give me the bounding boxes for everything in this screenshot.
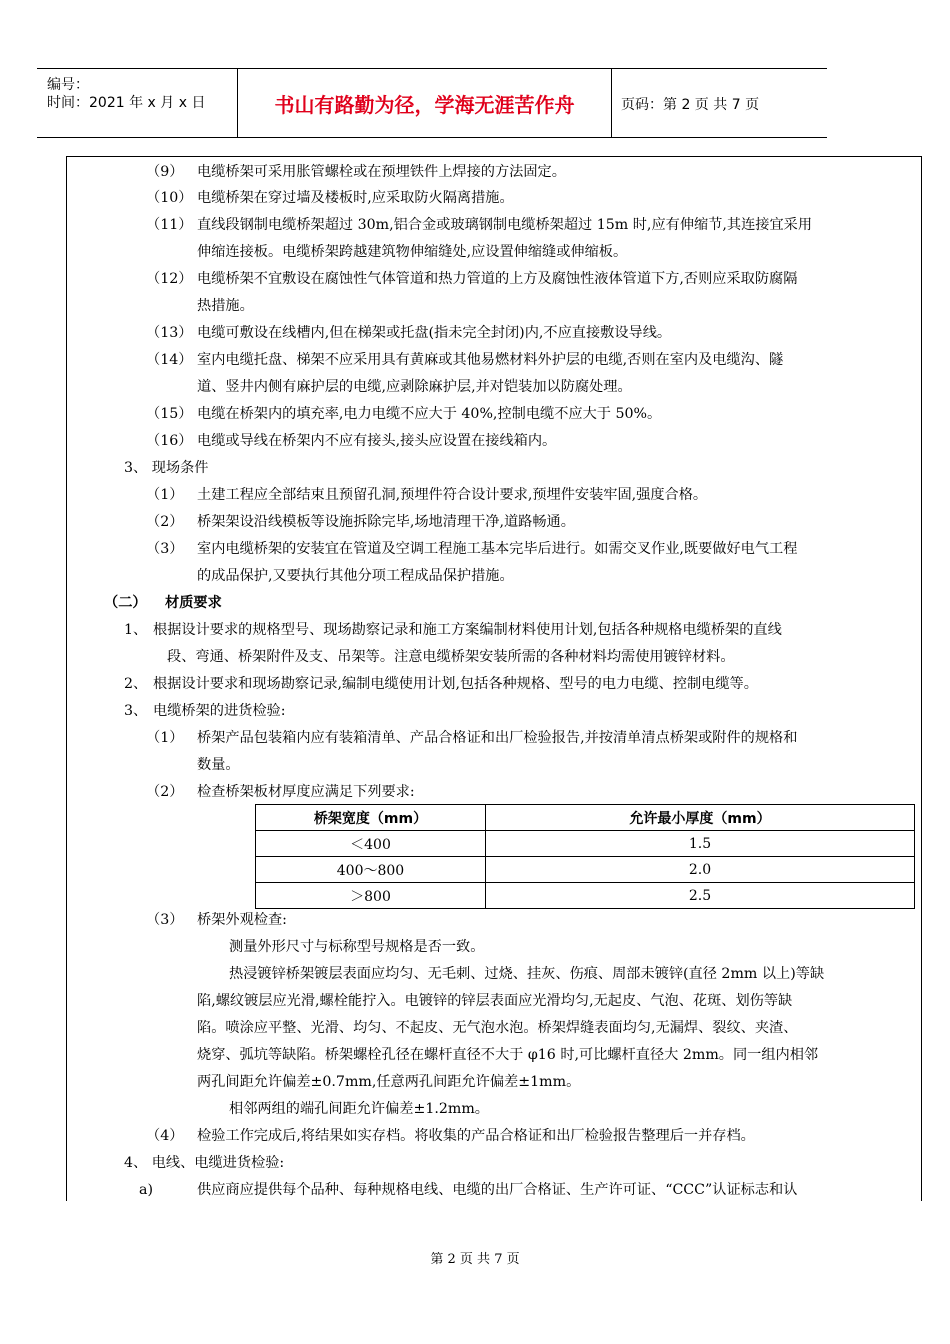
table-header-cell: 桥架宽度（mm） [256, 805, 486, 831]
list-item-text: 桥架架设沿线模板等设施拆除完毕,场地清理干净,道路畅通。 [197, 514, 575, 530]
list-item-text: 桥架产品包装箱内应有装箱清单、产品合格证和出厂检验报告,并按清单清点桥架或附件的规格和 [197, 730, 798, 746]
section-heading: 4、 电线、电缆进货检验: [124, 1155, 285, 1171]
list-item-number: （12） [146, 271, 193, 287]
list-item-number: （3） [146, 912, 184, 928]
list-item-number: 2、 [124, 676, 148, 692]
table-row [256, 831, 915, 857]
table-cell: 2.5 [486, 883, 915, 909]
header-motto: 书山有路勤为径，学海无涯苦作舟 [274, 92, 575, 117]
table-cell: 2.0 [486, 857, 915, 883]
list-item-number: （2） [146, 514, 184, 530]
list-item-text: 桥架外观检查: [197, 912, 287, 928]
paragraph-text: 测量外形尺寸与标称型号规格是否一致。 [229, 939, 485, 955]
list-item-number: （11） [146, 217, 193, 233]
list-item-text: 检查桥架板材厚度应满足下列要求: [197, 784, 415, 800]
page-footer: 第 2 页 共 7 页 [430, 1252, 520, 1267]
doc-number-label: 编号： [47, 77, 89, 93]
list-item-text: 室内电缆桥架的安装宜在管道及空调工程施工基本完毕后进行。如需交叉作业,既要做好电气工程 [197, 541, 798, 557]
list-item-text: 电缆在桥架内的填充率,电力电缆不应大于 40%,控制电缆不应大于 50%。 [197, 406, 662, 422]
table-cell: ＞800 [256, 883, 486, 909]
table-cell: 1.5 [486, 831, 915, 857]
table-header-cell: 允许最小厚度（mm） [486, 805, 915, 831]
paragraph-text: 相邻两组的端孔间距允许偏差±1.2mm。 [229, 1101, 489, 1117]
section-number: （二） [104, 595, 147, 611]
paragraph-text: 两孔间距允许偏差±0.7mm,任意两孔间距允许偏差±1mm。 [197, 1074, 581, 1090]
section-heading: 3、 现场条件 [124, 460, 209, 476]
list-item-text: 根据设计要求的规格型号、现场勘察记录和施工方案编制材料使用计划,包括各种规格电缆桥架的直线 [153, 622, 782, 638]
list-item-text: 的成品保护,又要执行其他分项工程成品保护措施。 [197, 568, 514, 584]
list-item-number: （1） [146, 730, 184, 746]
list-item-number: （10） [146, 190, 193, 206]
list-item-text: 道、竖井内侧有麻护层的电缆,应剥除麻护层,并对铠装加以防腐处理。 [197, 379, 632, 395]
list-item-text: 段、弯通、桥架附件及支、吊架等。注意电缆桥架安装所需的各种材料均需使用镀锌材料。 [167, 649, 735, 665]
list-item-text: 室内电缆托盘、梯架不应采用具有黄麻或其他易燃材料外护层的电缆,否则在室内及电缆沟、隧 [197, 352, 784, 368]
list-item-text: 数量。 [197, 757, 240, 773]
list-item-text: 电缆桥架不宜敷设在腐蚀性气体管道和热力管道的上方及腐蚀性液体管道下方,否则应采取防腐隔 [197, 271, 798, 287]
table-row [256, 857, 915, 883]
list-item-number: （9） [146, 164, 184, 180]
header-left-cell [37, 69, 237, 137]
paragraph-text: 陷,螺纹镀层应光滑,螺栓能拧入。电镀锌的锌层表面应光滑均匀,无起皮、气泡、花斑、划伤等缺 [197, 993, 793, 1009]
list-item-number: （14） [146, 352, 193, 368]
header-divider [611, 69, 612, 137]
table-row [256, 883, 915, 909]
doc-time-label: 时间：2021 年 x 月 x 日 [47, 95, 206, 111]
list-item-text: 电缆可敷设在线槽内,但在梯架或托盘(指未完全封闭)内,不应直接敷设导线。 [197, 325, 672, 341]
list-item-number: （15） [146, 406, 193, 422]
document-header [37, 68, 827, 138]
list-item-text: 电缆或导线在桥架内不应有接头,接头应设置在接线箱内。 [197, 433, 557, 449]
paragraph-text: 烧穿、弧坑等缺陷。桥架螺栓孔径在螺杆直径不大于 φ16 时,可比螺杆直径大 2mm。同一组内相邻 [197, 1047, 819, 1063]
list-item-text: 根据设计要求和现场勘察记录,编制电缆使用计划,包括各种规格、型号的电力电缆、控制电缆等。 [153, 676, 758, 692]
table-cell: 400～800 [256, 857, 486, 883]
header-page-info: 页码：第 2 页 共 7 页 [621, 97, 760, 113]
list-item-text: 电缆桥架可采用胀管螺栓或在预埋铁件上焊接的方法固定。 [197, 164, 566, 180]
list-item-text: 电缆桥架在穿过墙及楼板时,应采取防火隔离措施。 [197, 190, 514, 206]
section-title: 材质要求 [165, 595, 222, 611]
list-item-number: （2） [146, 784, 184, 800]
list-item-number: a) [139, 1182, 153, 1198]
list-item-text: 检验工作完成后,将结果如实存档。将收集的产品合格证和出厂检验报告整理后一并存档。 [197, 1128, 755, 1144]
list-item-number: （4） [146, 1128, 184, 1144]
list-item-text: 热措施。 [197, 298, 254, 314]
list-item-number: （1） [146, 487, 184, 503]
list-item-number: 1、 [124, 622, 148, 638]
list-item-number: （16） [146, 433, 193, 449]
list-item-text: 土建工程应全部结束且预留孔洞,预埋件符合设计要求,预埋件安装牢固,强度合格。 [197, 487, 708, 503]
thickness-table [255, 804, 915, 909]
table-cell: ＜400 [256, 831, 486, 857]
list-item-text: 伸缩连接板。电缆桥架跨越建筑物伸缩缝处,应设置伸缩缝或伸缩板。 [197, 244, 628, 260]
list-item-number: （13） [146, 325, 193, 341]
list-item-number: （3） [146, 541, 184, 557]
list-item-number: 3、 [124, 703, 148, 719]
paragraph-text: 热浸镀锌桥架镀层表面应均匀、无毛刺、过烧、挂灰、伤痕、周部未镀锌(直径 2mm 以上)等缺 [229, 966, 825, 982]
table-header-row [256, 805, 915, 831]
paragraph-text: 陷。喷涂应平整、光滑、均匀、不起皮、无气泡水泡。桥架焊缝表面均匀,无漏焊、裂纹、夹渣、 [197, 1020, 798, 1036]
list-item-text: 电缆桥架的进货检验: [153, 703, 286, 719]
list-item-text: 供应商应提供每个品种、每种规格电线、电缆的出厂合格证、生产许可证、“CCC”认证标志和认 [197, 1182, 798, 1198]
list-item-text: 直线段钢制电缆桥架超过 30m,铝合金或玻璃钢制电缆桥架超过 15m 时,应有伸缩节,其连接宜采用 [197, 217, 813, 233]
